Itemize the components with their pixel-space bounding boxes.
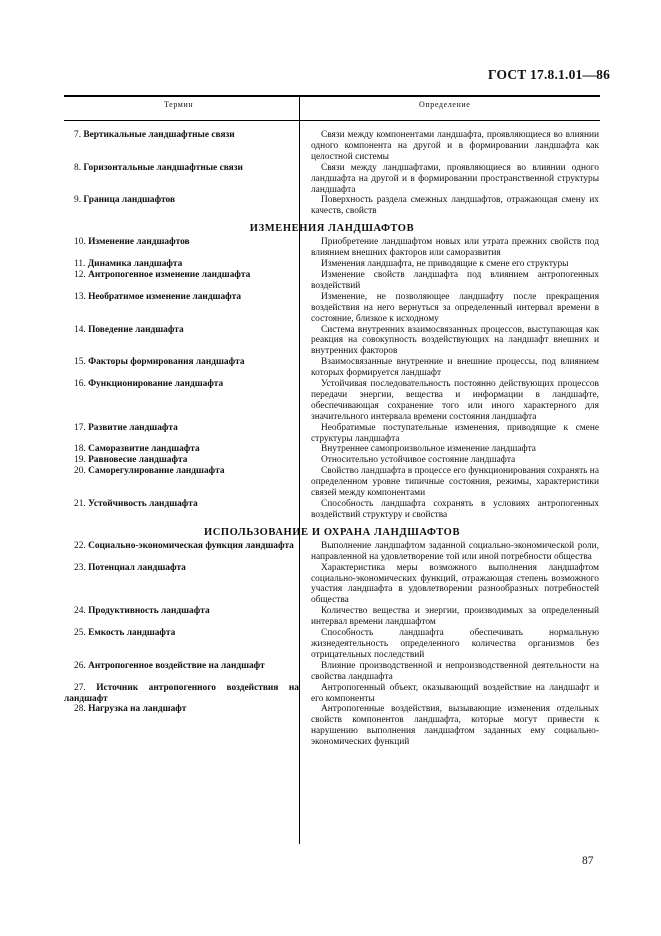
term-text: Саморегулирование ландшафта bbox=[88, 466, 225, 477]
term-text: Равновесие ландшафта bbox=[88, 455, 188, 466]
table-row bbox=[64, 683, 600, 705]
term-text: Социально-экономическая функция ландшафта bbox=[88, 540, 294, 551]
definition-cell: Связи между компонентами ландшафта, проявляющиеся во влиянии одного компонента на другой и в формировании ландшафта как целостной системы bbox=[311, 130, 599, 162]
table-row bbox=[64, 628, 600, 661]
table-row bbox=[64, 195, 600, 217]
term-cell bbox=[64, 499, 299, 510]
definition-cell: Антропогенный объект, оказывающий воздействие на ландшафт и его компоненты bbox=[311, 682, 599, 704]
term-text: Динамика ландшафта bbox=[87, 259, 183, 270]
definition-cell: Изменение свойств ландшафта под влиянием антропогенных воздействий bbox=[311, 269, 599, 291]
definition-cell: Изменение, не позволяющее ландшафту после прекращения воздействия на него вернуться за определенный интервал времени в состояние, близкое к исходному bbox=[311, 291, 599, 324]
term-number: 11. bbox=[74, 259, 86, 270]
document-code: ГОСТ 17.8.1.01—86 bbox=[488, 67, 611, 82]
term-number: 28. bbox=[74, 704, 86, 715]
page-number: 87 bbox=[582, 855, 594, 867]
definition-cell: Связи между ландшафтами, проявляющиеся во влиянии одного ландшафта на другой и в формировании пространственной структуры ландшафта bbox=[311, 162, 599, 195]
definition-cell: Система внутренних взаимосвязанных процессов, выступающая как реакция на совокупность воздействующих на ландшафт внешних и внутренних факторов bbox=[311, 324, 599, 357]
term-cell bbox=[64, 259, 299, 270]
terms-table bbox=[64, 130, 600, 748]
term-text: Антропогенное изменение ландшафта bbox=[88, 269, 251, 280]
term-number: 8. bbox=[74, 162, 82, 173]
term-text: Нагрузка на ландшафт bbox=[88, 704, 187, 715]
column-header-term: Термин bbox=[164, 100, 194, 109]
table-row bbox=[64, 292, 600, 325]
term-text: Необратимое изменение ландшафта bbox=[88, 291, 242, 302]
term-number: 14. bbox=[74, 324, 86, 335]
definition-cell: Характеристика меры возможного выполнения ландшафтом социально-экономических функций, отражающая степень возможного участия ландшафта в удовлетворении разнообразных потребностей общества bbox=[311, 562, 599, 606]
table-row bbox=[64, 357, 600, 379]
term-number: 17. bbox=[74, 422, 86, 433]
term-number: 23. bbox=[74, 562, 86, 573]
column-header-definition: Определение bbox=[419, 100, 471, 109]
term-number: 24. bbox=[74, 606, 86, 617]
term-cell bbox=[64, 444, 299, 455]
term-number: 12. bbox=[74, 269, 86, 280]
table-row bbox=[64, 237, 600, 259]
term-number: 21. bbox=[74, 499, 86, 509]
definition-cell: Антропогенные воздействия, вызывающие изменения отдельных свойств компонентов ландшафта, которые могут привести к нарушению выполнения ландшафтом заданных ему социально-экономических функций bbox=[311, 704, 599, 748]
term-text: Вертикальные ландшафтные связи bbox=[83, 130, 235, 140]
table-row bbox=[64, 563, 600, 607]
term-number: 19. bbox=[74, 455, 86, 466]
table-row bbox=[64, 379, 600, 423]
term-cell bbox=[64, 541, 299, 552]
table-row bbox=[64, 130, 600, 163]
term-text: Устойчивость ландшафта bbox=[88, 499, 198, 509]
definition-cell: Способность ландшафта сохранять в условиях антропогенных воздействий структуру и свойства bbox=[311, 499, 599, 520]
definition-cell: Поверхность раздела смежных ландшафтов, отражающая смену их качеств, свойств bbox=[311, 195, 599, 217]
term-cell bbox=[64, 270, 299, 281]
term-cell bbox=[64, 325, 299, 336]
term-number: 20. bbox=[74, 466, 86, 477]
term-number: 22. bbox=[74, 540, 86, 551]
table-row bbox=[64, 606, 600, 628]
term-number: 27. bbox=[74, 682, 86, 693]
table-row bbox=[64, 541, 600, 563]
table-row bbox=[64, 455, 600, 466]
term-text: Саморазвитие ландшафта bbox=[88, 444, 200, 455]
term-text: Граница ландшафтов bbox=[83, 195, 176, 206]
table-row bbox=[64, 259, 600, 270]
term-text: Развитие ландшафта bbox=[88, 422, 178, 433]
term-number: 25. bbox=[74, 628, 86, 639]
term-text: Продуктивность ландшафта bbox=[88, 606, 210, 617]
term-cell bbox=[64, 466, 299, 477]
term-number: 10. bbox=[74, 237, 86, 248]
term-text: Антропогенное воздействие на ландшафт bbox=[88, 660, 265, 671]
term-number: 18. bbox=[74, 444, 86, 455]
table-row bbox=[64, 661, 600, 683]
term-cell bbox=[64, 163, 299, 174]
term-number: 7. bbox=[74, 130, 82, 140]
term-cell bbox=[64, 704, 299, 715]
term-text: Емкость ландшафта bbox=[88, 628, 176, 639]
table-row bbox=[64, 423, 600, 445]
term-cell bbox=[64, 661, 299, 672]
term-text: Функционирование ландшафта bbox=[88, 379, 224, 390]
term-text: Потенциал ландшафта bbox=[88, 562, 186, 573]
term-text: Факторы формирования ландшафта bbox=[88, 357, 245, 368]
definition-cell: Взаимосвязанные внутренние и внешние процессы, под влиянием которых формируется ландшафт bbox=[311, 357, 599, 379]
term-cell bbox=[64, 606, 299, 617]
table-row bbox=[64, 270, 600, 292]
term-cell bbox=[64, 237, 299, 248]
definition-cell: Приобретение ландшафтом новых или утрата прежних свойств под влиянием внешних факторов или саморазвития bbox=[311, 237, 599, 259]
definition-cell: Количество вещества и энергии, производимых за определенный интервал времени ландшафтом bbox=[311, 606, 599, 628]
term-cell bbox=[64, 379, 299, 390]
term-cell bbox=[64, 130, 299, 141]
table-row bbox=[64, 444, 600, 455]
definition-cell: Внутреннее самопроизвольное изменение ландшафта bbox=[321, 444, 536, 455]
definition-cell: Свойство ландшафта в процессе его функционирования сохранять на определенном уровне типичные состояния, режимы, характеристики связей между компонентами bbox=[311, 466, 599, 499]
term-cell bbox=[64, 683, 299, 705]
term-cell bbox=[64, 563, 299, 574]
term-number: 26. bbox=[74, 660, 86, 671]
table-row bbox=[64, 704, 600, 748]
table-header-rule bbox=[64, 120, 600, 121]
definition-cell: Способность ландшафта обеспечивать нормальную жизнедеятельность определенного количества организмов без отрицательных последствий bbox=[311, 628, 599, 660]
definition-cell: Изменения ландшафта, не приводящие к смене его структуры bbox=[321, 259, 569, 270]
term-cell bbox=[64, 292, 299, 303]
term-cell bbox=[64, 195, 299, 206]
definition-cell: Необратимые поступательные изменения, приводящие к смене структуры ландшафта bbox=[311, 422, 599, 444]
term-cell bbox=[64, 628, 299, 639]
term-text: Поведение ландшафта bbox=[88, 324, 184, 335]
table-row bbox=[64, 466, 600, 499]
table-row bbox=[64, 499, 600, 521]
term-text: Источник антропогенного воздействия на ландшафт bbox=[64, 682, 299, 704]
table-row bbox=[64, 163, 600, 196]
term-number: 15. bbox=[74, 357, 86, 368]
section-heading: ИСПОЛЬЗОВАНИЕ И ОХРАНА ЛАНДШАФТОВ bbox=[203, 526, 461, 538]
term-cell bbox=[64, 357, 299, 368]
term-cell bbox=[64, 455, 299, 466]
table-top-rule bbox=[64, 95, 600, 97]
term-cell bbox=[64, 423, 299, 434]
definition-cell: Влияние производственной и непроизводственной деятельности на свойства ландшафта bbox=[311, 660, 599, 682]
term-number: 9. bbox=[74, 195, 82, 206]
definition-cell: Относительно устойчивое состояние ландшафта bbox=[321, 455, 516, 466]
term-number: 13. bbox=[74, 291, 86, 302]
definition-cell: Устойчивая последовательность постоянно действующих процессов передачи энергии, вещества и информации в ландшафте, обеспечивающая сохранение того или иного характерного для значительного интервала времени состояния ландшафта bbox=[311, 379, 599, 422]
definition-cell: Выполнение ландшафтом заданной социально-экономической роли, направленной на удовлетворение той или иной потребности общества bbox=[311, 540, 599, 562]
section-heading: ИЗМЕНЕНИЯ ЛАНДШАФТОВ bbox=[249, 223, 415, 235]
term-number: 16. bbox=[74, 379, 86, 390]
table-row bbox=[64, 325, 600, 358]
term-text: Горизонтальные ландшафтные связи bbox=[83, 162, 243, 173]
term-text: Изменение ландшафтов bbox=[88, 237, 190, 248]
